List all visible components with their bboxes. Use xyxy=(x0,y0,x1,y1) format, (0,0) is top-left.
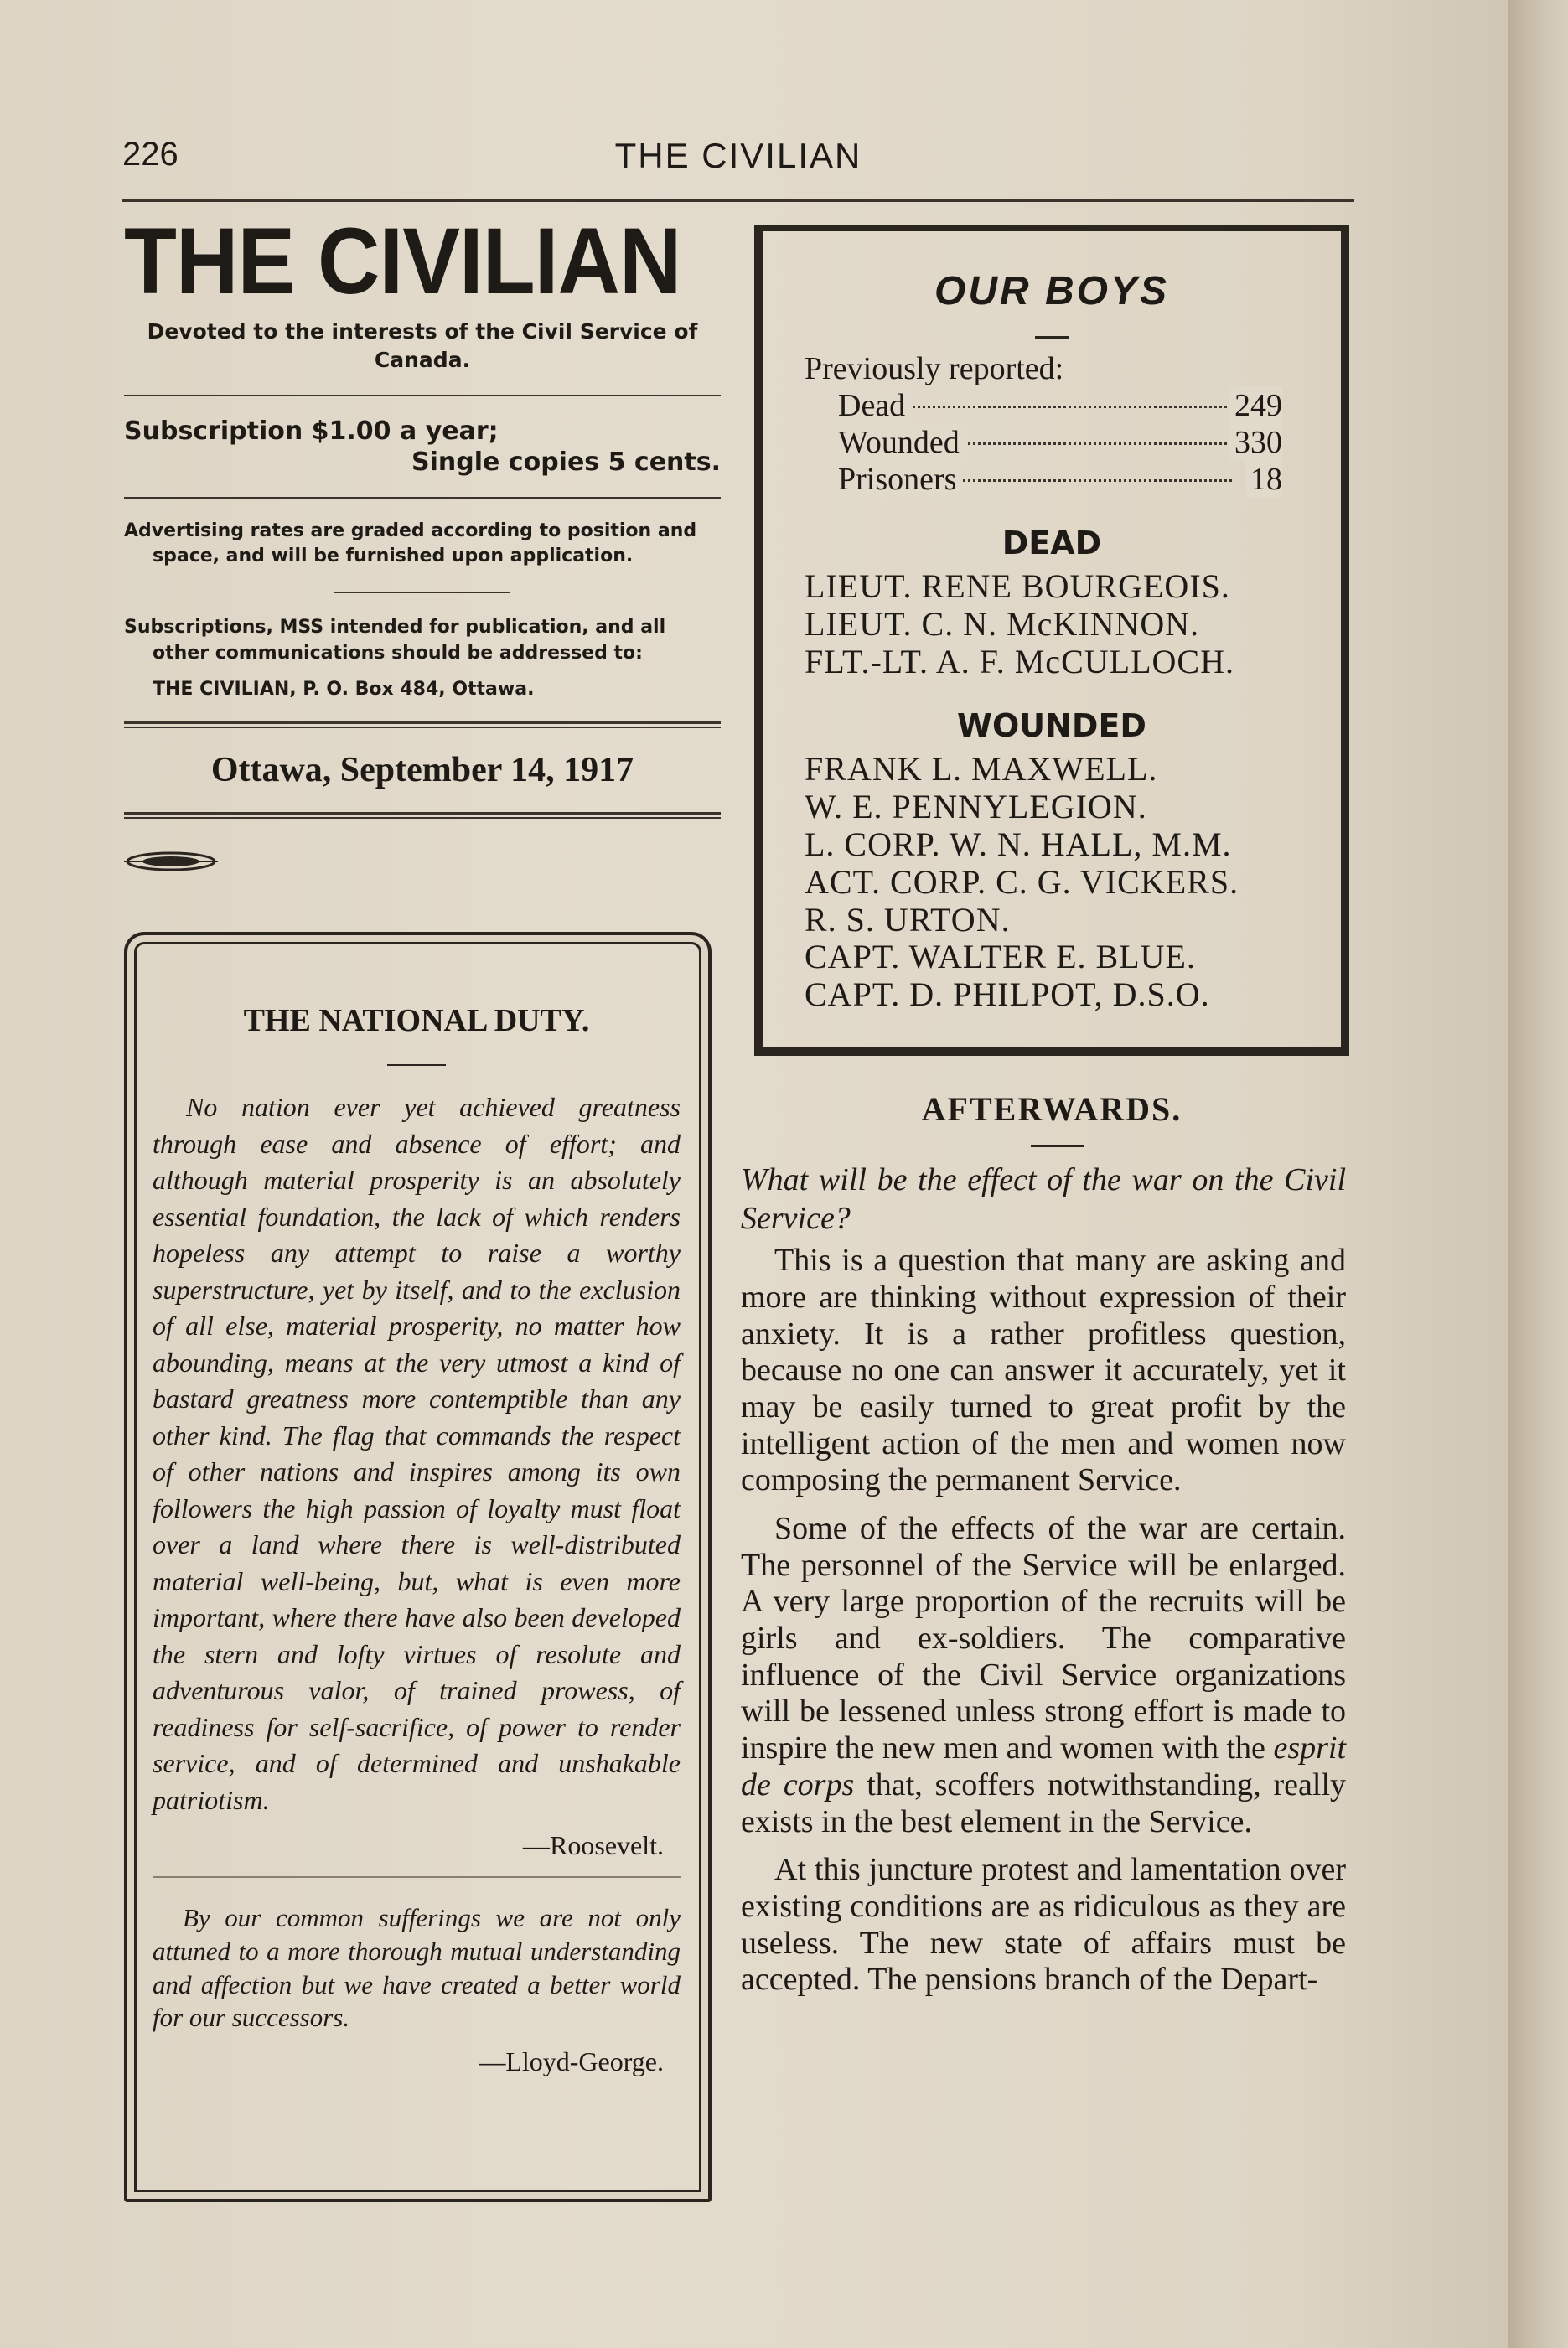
divider xyxy=(334,592,510,593)
wounded-name: CAPT. WALTER E. BLUE. xyxy=(805,938,1196,976)
page-edge xyxy=(1508,0,1568,2348)
divider xyxy=(1035,336,1069,339)
lloyd-george-attribution: —Lloyd-George. xyxy=(479,2046,664,2076)
paragraph-text: that, scoffers notwithstanding, really exists in the best element in the Service. xyxy=(741,1766,1347,1839)
divider xyxy=(124,497,721,499)
article-paragraph xyxy=(741,1511,1346,1840)
stat-value: 249 xyxy=(1229,387,1282,424)
dateline: Ottawa, September 14, 1917 xyxy=(210,750,634,789)
dead-name: FLT.-LT. A. F. McCULLOCH. xyxy=(805,642,1234,680)
single-copy-price: Single copies 5 cents. xyxy=(411,447,721,477)
masthead xyxy=(124,209,721,878)
submissions-note: Subscriptions, MSS intended for publication, and all other communications should be addressed to: xyxy=(124,617,666,665)
divider xyxy=(124,395,721,396)
wounded-name: ACT. CORP. C. G. VICKERS. xyxy=(805,862,1239,901)
national-duty-content xyxy=(153,1002,681,2077)
stat-value: 330 xyxy=(1229,424,1282,461)
roosevelt-attribution: —Roosevelt. xyxy=(523,1830,664,1861)
masthead-title: THE CIVILIAN xyxy=(124,209,681,313)
header-rule xyxy=(122,199,1354,202)
running-title: THE CIVILIAN xyxy=(614,136,862,175)
national-duty-box xyxy=(124,932,712,2202)
double-divider xyxy=(124,721,721,728)
lloyd-george-quote: By our common sufferings we are not only attuned to a more thorough mutual understanding and affection but we have created a better world for our successors. xyxy=(153,1903,681,2033)
stat-value: 18 xyxy=(1245,461,1282,498)
stat-label: Prisoners xyxy=(838,461,961,498)
wounded-name: W. E. PENNYLEGION. xyxy=(805,788,1147,826)
wounded-name: CAPT. D. PHILPOT, D.S.O. xyxy=(805,975,1210,1014)
stat-row-wounded xyxy=(838,424,1282,461)
roosevelt-quote: No nation ever yet achieved greatness through ease and absence of effort; and although material prosperity is an absolutely essential foundation, the lack of which renders hopeless any attempt to raise a worthy superstructure, yet by itself, and to the exclusion of all else, material prosperity, no matter how abounding, means at the very utmost a kind of bastard greatness more contemptible than any other kind. The flag that commands the respect of other nations and inspires among its own followers the high passion of loyalty must float over a land where there is well-distributed material well-being, but, what is even more important, where there have also been developed the stern and lofty virtues of resolute and adventurous valor, of trained prowess, of readiness for self-sacrifice, of power to render service, and of determined and unshakable patriotism. xyxy=(153,1092,681,1815)
our-boys-box xyxy=(754,225,1349,1056)
stat-label: Wounded xyxy=(838,424,965,461)
our-boys-title: OUR BOYS xyxy=(934,269,1170,313)
page-header xyxy=(122,136,1354,186)
double-divider xyxy=(124,812,721,819)
advertising-note: Advertising rates are graded according to position and space, and will be furnished upon application. xyxy=(124,520,697,567)
divider xyxy=(153,1876,681,1878)
paragraph-text: Some of the effects of the war are certain. The personnel of the Service will be enlarged. A very large proportion of the recruits will be girls and ex-soldiers. The comparative influence of the Civil Service organizations will be lessened unless strong effort is made to inspire the new men and women with the xyxy=(741,1511,1346,1766)
emphasis-text: esprit de corps xyxy=(741,1730,1347,1802)
page-number: 226 xyxy=(122,136,179,173)
afterwards-article xyxy=(741,1161,1346,2010)
wounded-name: R. S. URTON. xyxy=(805,900,1011,939)
dead-heading: DEAD xyxy=(1001,525,1102,561)
wounded-name: L. CORP. W. N. HALL, M.M. xyxy=(805,825,1232,863)
wounded-heading: WOUNDED xyxy=(957,707,1146,745)
stat-row-prisoners xyxy=(838,461,1282,498)
stat-label: Dead xyxy=(838,387,910,424)
divider xyxy=(387,1064,446,1066)
previously-reported-label: Previously reported: xyxy=(805,351,1064,386)
article-paragraph: At this juncture protest and lamentation over existing conditions are as ridiculous as they are useless. The new state of affairs must be accepted. The pensions branch of the Depart- xyxy=(741,1852,1346,1998)
postal-address: THE CIVILIAN, P. O. Box 484, Ottawa. xyxy=(153,678,535,700)
divider xyxy=(1031,1145,1084,1147)
stat-row-dead xyxy=(838,387,1282,424)
wounded-name: FRANK L. MAXWELL. xyxy=(805,750,1158,789)
dead-name: LIEUT. C. N. McKINNON. xyxy=(805,604,1200,643)
subscription-price: Subscription $1.00 a year; xyxy=(124,416,499,446)
national-duty-title: THE NATIONAL DUTY. xyxy=(243,1003,590,1038)
masthead-tagline: Devoted to the interests of the Civil Service of Canada. xyxy=(147,319,698,372)
afterwards-title: AFTERWARDS. xyxy=(921,1090,1182,1128)
dead-name: LIEUT. RENE BOURGEOIS. xyxy=(805,567,1230,605)
article-lead-question: What will be the effect of the war on the Civil Service? xyxy=(741,1162,1346,1236)
ornament-icon xyxy=(124,849,218,874)
article-paragraph: This is a question that many are asking and more are thinking without expression of their anxiety. It is a rather profitless question, because no one can answer it accurately, yet it may be easily turned to great profit by the intelligent action of the men and women now composing the permanent Service. xyxy=(741,1243,1346,1498)
